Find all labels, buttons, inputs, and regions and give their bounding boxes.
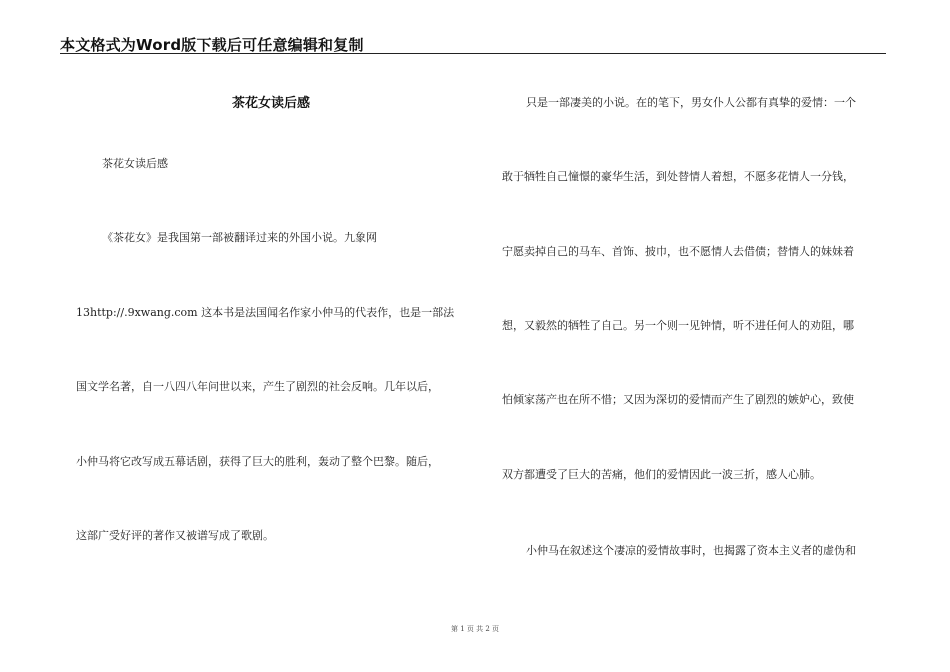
paragraph-line: 这部广受好评的著作又被谱写成了歌剧。 — [76, 529, 274, 542]
paragraph-line: 只是一部凄美的小说。在的笔下，男女仆人公都有真挚的爱情：一个 — [526, 96, 856, 109]
paragraph-line: 想，又毅然的牺牲了自己。另一个则一见钟情，听不进任何人的劝阻，哪 — [502, 319, 854, 332]
paragraph-line: 小仲马在叙述这个凄凉的爱情故事时，也揭露了资本主义者的虚伪和 — [526, 544, 856, 557]
paragraph-line: 敢于牺牲自己憧憬的豪华生活，到处替情人着想，不愿多花情人一分钱， — [502, 170, 854, 183]
paragraph-line: 小仲马将它改写成五幕话剧，获得了巨大的胜利，轰动了整个巴黎。随后， — [76, 455, 439, 468]
paragraph-line: 国文学名著，自一八四八年问世以来，产生了剧烈的社会反响。几年以后， — [76, 380, 439, 393]
page-header: 本文格式为Word版下载后可任意编辑和复制 — [60, 36, 364, 54]
page-number: 第 1 页 共 2 页 — [450, 625, 500, 633]
document-title: 茶花女读后感 — [231, 96, 310, 111]
paragraph-line: 《茶花女》是我国第一部被翻译过来的外国小说。九象网 — [102, 231, 377, 244]
paragraph-line: 13http://.9xwang.com 这本书是法国闻名作家小仲马的代表作，也是一部法 — [76, 306, 455, 319]
paragraph-line: 宁愿卖掉自己的马车、首饰、披巾，也不愿情人去借债；替情人的妹妹着 — [502, 245, 854, 258]
paragraph-line: 怕倾家荡产也在所不惜；又因为深切的爱情而产生了剧烈的嫉妒心，致使 — [502, 393, 854, 406]
paragraph-line: 茶花女读后感 — [102, 157, 168, 170]
paragraph-line: 双方都遭受了巨大的苦痛，他们的爱情因此一波三折，感人心肺。 — [502, 468, 821, 481]
header-divider — [60, 53, 886, 54]
